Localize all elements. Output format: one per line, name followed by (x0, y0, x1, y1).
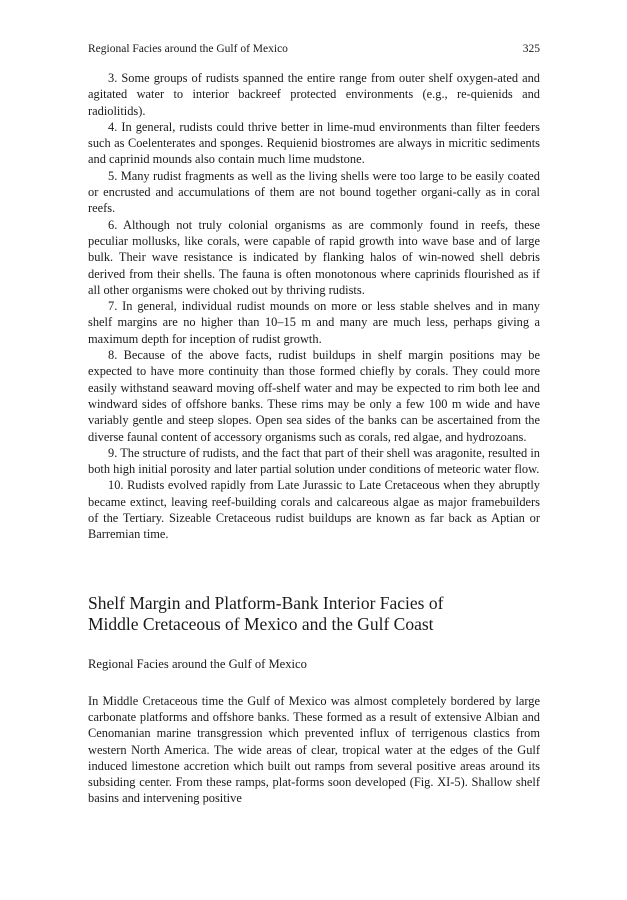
list-item-3: 3. Some groups of rudists spanned the entire range from outer shelf oxygen-ated and agitated water to interior backreef protected environments (e.g., re-quienids and radiolitids). (88, 71, 540, 118)
numbered-list (88, 70, 540, 543)
list-item-7: 7. In general, individual rudist mounds on more or less stable shelves and in many shelf margins are no higher than 10–15 m and many are much less, perhaps giving a maximum depth for inception of rudist growth. (88, 299, 540, 346)
section-title-line-1: Shelf Margin and Platform-Bank Interior Facies of (88, 592, 444, 613)
list-item-10: 10. Rudists evolved rapidly from Late Jurassic to Late Cretaceous when they abruptly became extinct, leaving reef-building corals and calcareous algae as major framebuilders of the Tertiary. Sizeable Cretaceous rudist buildups are known as far back as Aptian or Barremian time. (88, 478, 540, 542)
list-item-8: 8. Because of the above facts, rudist buildups in shelf margin positions may be expected to have more continuity than those formed chiefly by corals. They could more easily withstand seaward moving off-shelf water and may be expected to rim both lee and windward sides of offshore banks. These rims may be only a few 100 m wide and have variably gentle and steep slopes. Open sea sides of the banks can be ascertained from the diverse faunal content of accessory organisms such as corals, red algae, and hydrozoans. (88, 348, 540, 444)
running-title: Regional Facies around the Gulf of Mexico (88, 43, 288, 55)
book-page (88, 42, 540, 807)
page-number: 325 (522, 43, 540, 55)
list-item-4: 4. In general, rudists could thrive better in lime-mud environments than filter feeders such as Coelenterates and sponges. Requienid biostromes are always in micritic sediments and caprinid mounds also contain much lime mudstone. (88, 119, 540, 167)
section-title (88, 593, 540, 635)
list-item-9: 9. The structure of rudists, and the fact that part of their shell was aragonite, resulted in both high initial porosity and later partial solution under conditions of meteoric water flow. (88, 445, 540, 477)
list-item-5: 5. Many rudist fragments as well as the living shells were too large to be easily coated or encrusted and accumulations of them are not bound together organi-cally as in coral reefs. (88, 168, 540, 216)
list-item-6: 6. Although not truly colonial organisms as are commonly found in reefs, these peculiar mollusks, like corals, were capable of rapid growth into wave base and of large bulk. Their wave resistance is indicated by flanking halos of win-nowed shell debris derived from their shells. The fauna is often monotonous where caprinids flourished as if all other organisms were choked out by thriving rudists. (88, 217, 540, 297)
intro-body (88, 693, 540, 807)
intro-paragraph: In Middle Cretaceous time the Gulf of Mexico was almost completely bordered by large carbonate platforms and offshore banks. These formed as a result of extensive Albian and Cenomanian marine transgression which prevented influx of terrigenous clastics from western North America. The wide areas of clear, tropical water at the edges of the Gulf induced limestone accretion which built out ramps from several positive areas around its subsiding center. From these ramps, plat-forms soon developed (Fig. XI-5). Shallow shelf basins and intervening positive (88, 693, 540, 806)
section-title-line-2: Middle Cretaceous of Mexico and the Gulf Coast (88, 613, 434, 634)
subsection-title: Regional Facies around the Gulf of Mexico (88, 656, 307, 671)
running-head (88, 42, 540, 56)
